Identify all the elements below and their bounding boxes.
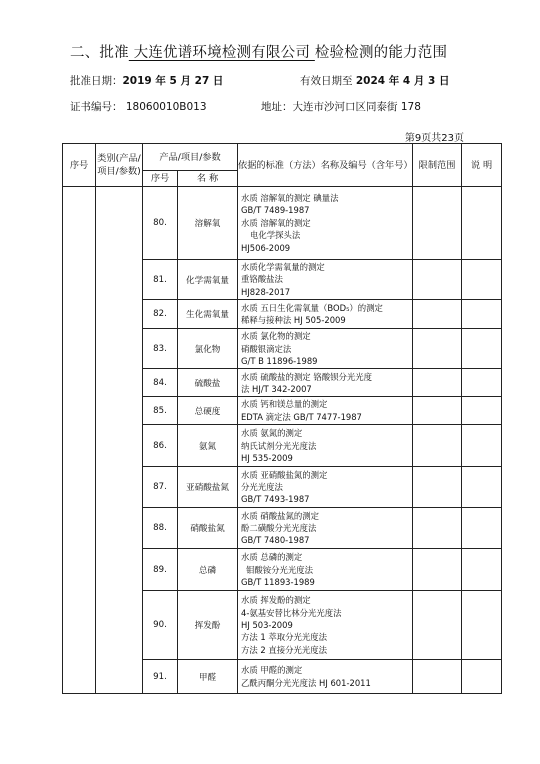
standard-line: HJ 535-2009 xyxy=(241,452,293,463)
item-no: 87. xyxy=(143,467,178,508)
item-name: 硫酸盐 xyxy=(178,369,238,397)
title-org: 大连优谱环境检测有限公司 xyxy=(128,45,315,61)
standard-cell xyxy=(238,187,413,260)
limit-cell xyxy=(413,329,462,369)
item-no: 82. xyxy=(143,300,178,329)
header-limit: 限制范围 xyxy=(413,144,462,187)
standard-line: HJ 503-2009 xyxy=(241,620,293,631)
standard-line: 水质 溶解氧的测定 碘量法 xyxy=(241,192,339,203)
standard-line: 分光光度法 xyxy=(241,482,283,493)
standard-cell xyxy=(238,329,413,369)
standard-cell xyxy=(238,425,413,467)
standard-cell xyxy=(238,660,413,694)
item-no: 80. xyxy=(143,187,178,260)
standard-line: HJ828-2017 xyxy=(241,286,291,297)
note-cell xyxy=(462,508,502,549)
standard-line: 水质 硫酸盐的测定 铬酸钡分光光度 xyxy=(241,371,372,382)
standard-cell xyxy=(238,300,413,329)
standard-line: GB/T 7493-1987 xyxy=(241,494,310,505)
item-name: 化学需氧量 xyxy=(178,260,238,300)
approval-label: 批准日期： xyxy=(70,75,123,87)
standard-cell xyxy=(238,549,413,591)
note-cell xyxy=(462,369,502,397)
standard-line: 酚二磺酸分光光度法 xyxy=(241,523,317,534)
note-cell xyxy=(462,397,502,425)
standard-line: 水质 溶解氧的测定 xyxy=(241,217,311,228)
item-name: 氯化物 xyxy=(178,329,238,369)
limit-cell xyxy=(413,508,462,549)
limit-cell xyxy=(413,425,462,467)
standard-line: 水质 亚硝酸盐氮的测定 xyxy=(241,469,328,480)
standard-line: 水质 氨氮的测定 xyxy=(241,428,303,439)
cert-number: 18060010B013 xyxy=(125,101,207,113)
standard-line: 乙酰丙酮分光光度法 HJ 601-2011 xyxy=(241,677,371,688)
approval-date: 2019 年 5 月 27 日 xyxy=(122,75,224,87)
limit-cell xyxy=(413,397,462,425)
standard-line: 硝酸银滴定法 xyxy=(241,343,292,354)
standard-cell xyxy=(238,369,413,397)
limit-cell xyxy=(413,660,462,694)
item-name: 总磷 xyxy=(178,549,238,591)
standard-line: 水质 硝酸盐氮的测定 xyxy=(241,510,320,521)
item-name: 总硬度 xyxy=(178,397,238,425)
item-name: 硝酸盐氮 xyxy=(178,508,238,549)
standard-line: 重铬酸盐法 xyxy=(241,274,283,285)
header-product-group: 产品/项目/参数 xyxy=(143,144,238,171)
address-label: 地址： xyxy=(261,101,293,113)
limit-cell xyxy=(413,369,462,397)
limit-cell xyxy=(413,187,462,260)
scope-table xyxy=(62,143,502,694)
standard-line: 水质 甲醛的测定 xyxy=(241,665,303,676)
note-cell xyxy=(462,300,502,329)
limit-cell xyxy=(413,591,462,660)
standard-line: 方法 2 直接分光光度法 xyxy=(241,644,328,655)
table-row xyxy=(63,187,502,260)
valid-date: 2024 年 4 月 3 日 xyxy=(355,75,450,87)
standard-line: G/T B 11896-1989 xyxy=(241,356,318,367)
standard-cell xyxy=(238,508,413,549)
item-no: 85. xyxy=(143,397,178,425)
standard-cell xyxy=(238,397,413,425)
note-cell xyxy=(462,329,502,369)
note-cell xyxy=(462,467,502,508)
standard-line: 水质 氯化物的测定 xyxy=(241,331,311,342)
address-line xyxy=(261,99,421,114)
cert-line xyxy=(70,99,207,114)
item-no: 90. xyxy=(143,591,178,660)
standard-line: EDTA 滴定法 GB/T 7477-1987 xyxy=(241,411,362,422)
header-seq: 序号 xyxy=(63,144,96,187)
header-category: 类别(产品/项目/参数) xyxy=(96,144,143,187)
standard-line: HJ506-2009 xyxy=(241,242,291,253)
header-name: 名 称 xyxy=(178,171,238,187)
header-item-no: 序号 xyxy=(143,171,178,187)
standard-line: 水质 挥发酚的测定 xyxy=(241,595,311,606)
standard-line: 方法 1 萃取分光光度法 xyxy=(241,632,328,643)
cert-label: 证书编号： xyxy=(70,101,123,113)
item-name: 挥发酚 xyxy=(178,591,238,660)
item-name: 甲醛 xyxy=(178,660,238,694)
limit-cell xyxy=(413,260,462,300)
valid-label: 有效日期至 xyxy=(300,75,353,87)
note-cell xyxy=(462,591,502,660)
standard-cell xyxy=(238,467,413,508)
standard-line: 水质化学需氧量的测定 xyxy=(241,262,325,272)
standard-cell xyxy=(238,591,413,660)
note-cell xyxy=(462,549,502,591)
item-name: 亚硝酸盐氮 xyxy=(178,467,238,508)
item-name: 氨氮 xyxy=(178,425,238,467)
standard-line: 钼酸铵分光光度法 xyxy=(246,564,314,575)
title-prefix: 二、批准 xyxy=(70,45,129,61)
page-title xyxy=(70,41,447,62)
item-no: 89. xyxy=(143,549,178,591)
address: 大连市沙河口区同泰街 178 xyxy=(292,101,421,113)
item-name: 生化需氧量 xyxy=(178,300,238,329)
title-suffix: 检验检测的能力范围 xyxy=(314,45,448,61)
limit-cell xyxy=(413,467,462,508)
header-standard: 依据的标准（方法）名称及编号（含年号） xyxy=(238,144,413,187)
standard-line: GB/T 7480-1987 xyxy=(241,535,310,546)
standard-line: 水质 总磷的测定 xyxy=(241,552,303,563)
standard-line: 稀释与接种法 HJ 505-2009 xyxy=(241,315,346,326)
note-cell xyxy=(462,260,502,300)
approval-date-line xyxy=(70,73,223,88)
standard-line: 法 HJ/T 342-2007 xyxy=(241,383,312,394)
category-cell xyxy=(96,187,143,694)
item-no: 91. xyxy=(143,660,178,694)
note-cell xyxy=(462,187,502,260)
standard-line: 4-氨基安替比林分光光度法 xyxy=(241,607,342,618)
seq-cell xyxy=(63,187,96,694)
item-no: 84. xyxy=(143,369,178,397)
standard-cell xyxy=(238,260,413,300)
note-cell xyxy=(462,660,502,694)
item-name: 溶解氧 xyxy=(178,187,238,260)
standard-line: 水质 五日生化需氧量（BOD₅）的测定 xyxy=(241,302,383,313)
item-no: 83. xyxy=(143,329,178,369)
header-note: 说 明 xyxy=(462,144,502,187)
standard-line: 纳氏试剂分光光度法 xyxy=(241,440,317,451)
standard-line: 电化学探头法 xyxy=(250,230,301,241)
note-cell xyxy=(462,425,502,467)
item-no: 81. xyxy=(143,260,178,300)
valid-date-line xyxy=(300,73,449,88)
item-no: 88. xyxy=(143,508,178,549)
page-info: 第9页共23页 xyxy=(404,133,464,144)
limit-cell xyxy=(413,549,462,591)
item-no: 86. xyxy=(143,425,178,467)
standard-line: 水质 钙和镁总量的测定 xyxy=(241,399,328,410)
limit-cell xyxy=(413,300,462,329)
standard-line: GB/T 11893-1989 xyxy=(241,576,315,587)
standard-line: GB/T 7489-1987 xyxy=(241,205,310,216)
